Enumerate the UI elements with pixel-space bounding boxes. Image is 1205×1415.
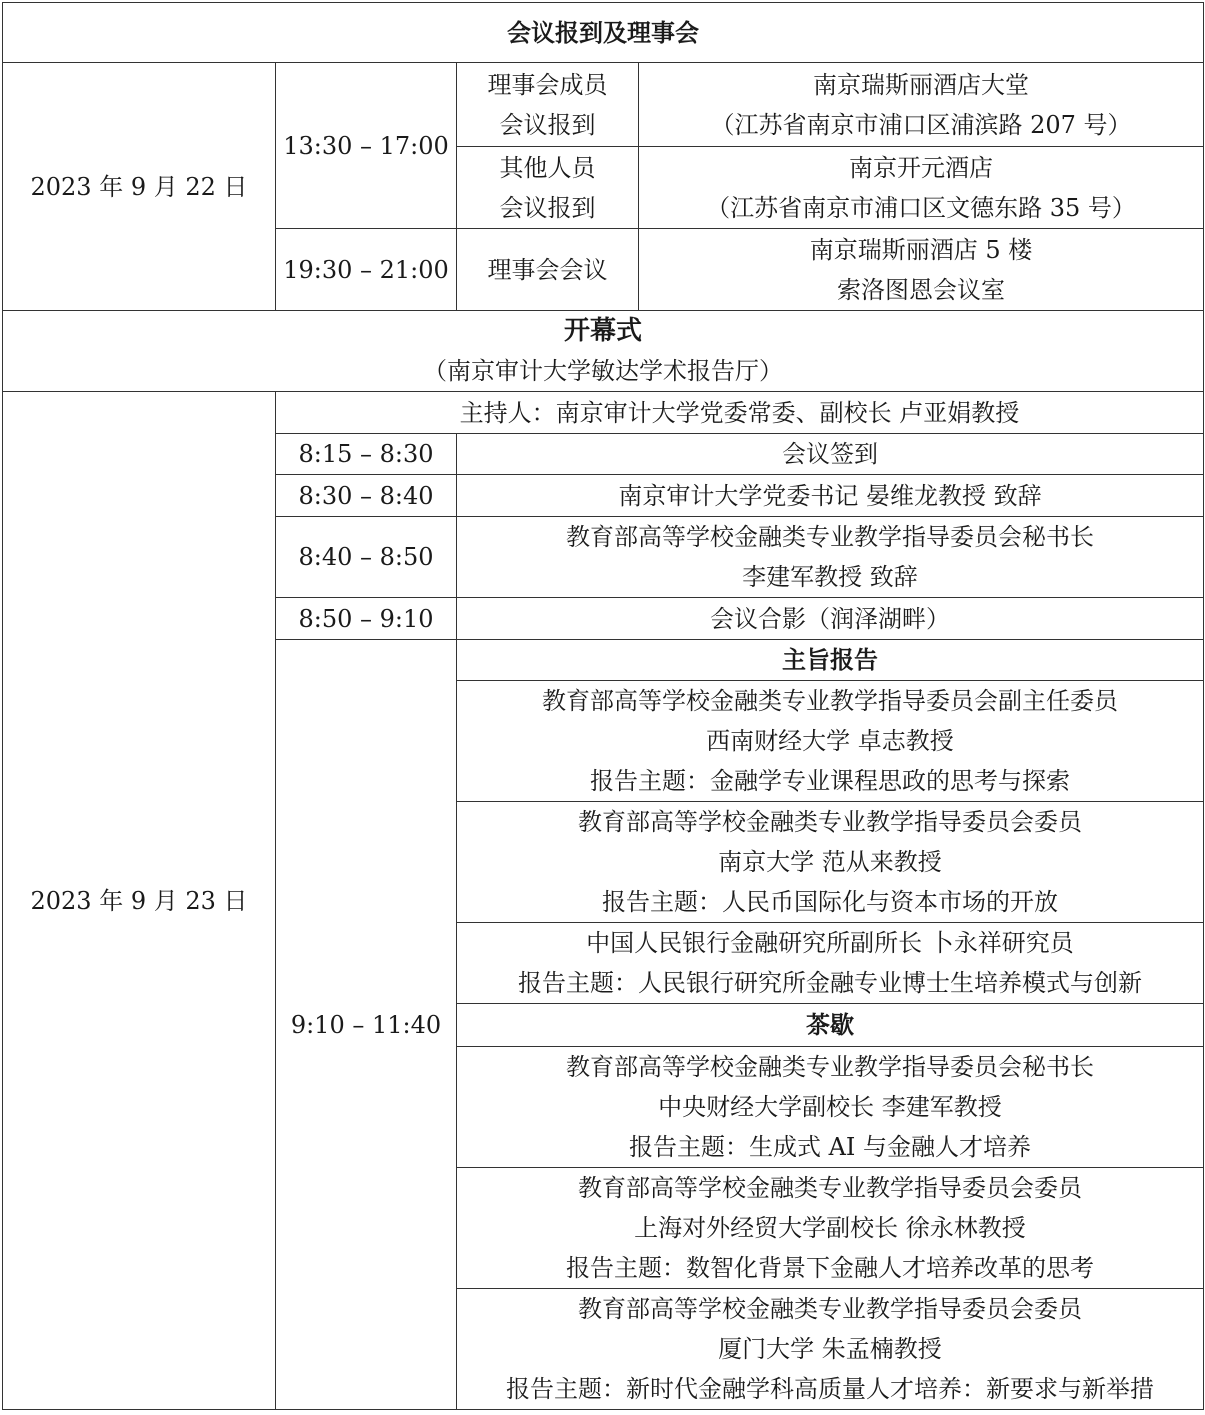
- talk-line: 教育部高等学校金融类专业教学指导委员会委员: [578, 808, 1082, 836]
- keynote-title: 主旨报告: [457, 640, 1204, 681]
- schedule-row: [3, 392, 1204, 434]
- date-cell-sep23: 2023 年 9 月 23 日: [3, 392, 276, 1410]
- time-cell: 13:30 – 17:00: [276, 63, 457, 229]
- time-cell: 19:30 – 21:00: [276, 229, 457, 311]
- talk-line: 教育部高等学校金融类专业教学指导委员会秘书长: [566, 1053, 1094, 1081]
- talk-line: 报告主题：人民币国际化与资本市场的开放: [602, 888, 1058, 916]
- talk-line: 教育部高等学校金融类专业教学指导委员会委员: [578, 1174, 1082, 1202]
- activity-cell: [457, 229, 639, 311]
- agenda-line: 教育部高等学校金融类专业教学指导委员会秘书长: [566, 523, 1094, 551]
- schedule-row: [3, 63, 1204, 147]
- talk-cell: [457, 923, 1204, 1004]
- talk-cell: [457, 1289, 1204, 1410]
- agenda-cell: 会议合影（润泽湖畔）: [457, 598, 1204, 640]
- talk-line: 上海对外经贸大学副校长 徐永林教授: [634, 1214, 1026, 1242]
- location-cell: [639, 229, 1204, 311]
- talk-cell: [457, 1168, 1204, 1289]
- talk-cell: [457, 802, 1204, 923]
- date-cell-sep22: 2023 年 9 月 22 日: [3, 63, 276, 311]
- section-title-registration: 会议报到及理事会: [3, 3, 1204, 63]
- talk-line: 南京大学 范从来教授: [718, 848, 942, 876]
- schedule-table: [2, 2, 1204, 1410]
- activity-line: 其他人员: [499, 153, 596, 182]
- talk-line: 报告主题：数智化背景下金融人才培养改革的思考: [566, 1254, 1094, 1282]
- time-cell: 8:30 – 8:40: [276, 475, 457, 517]
- talk-line: 报告主题：新时代金融学科高质量人才培养：新要求与新举措: [506, 1375, 1154, 1403]
- location-cell: [639, 147, 1204, 229]
- time-cell: 8:40 – 8:50: [276, 517, 457, 598]
- talk-cell: [457, 681, 1204, 802]
- agenda-cell: 南京审计大学党委书记 晏维龙教授 致辞: [457, 475, 1204, 517]
- activity-line: 会议报到: [499, 193, 596, 222]
- time-cell: 9:10 – 11:40: [276, 640, 457, 1410]
- talk-line: 教育部高等学校金融类专业教学指导委员会委员: [578, 1295, 1082, 1323]
- agenda-line: 李建军教授 致辞: [742, 563, 918, 591]
- host-cell: 主持人：南京审计大学党委常委、副校长 卢亚娟教授: [276, 392, 1204, 434]
- talk-line: 西南财经大学 卓志教授: [706, 727, 954, 755]
- location-line: （江苏省南京市浦口区文德东路 35 号）: [706, 193, 1136, 222]
- location-line: 索洛图恩会议室: [837, 275, 1005, 304]
- talk-line: 厦门大学 朱孟楠教授: [718, 1335, 942, 1363]
- location-line: 南京瑞斯丽酒店大堂: [813, 70, 1029, 99]
- section-title-opening: [3, 311, 1204, 392]
- activity-cell: [457, 63, 639, 147]
- location-line: （江苏省南京市浦口区浦滨路 207 号）: [710, 110, 1132, 139]
- activity-line: 会议报到: [499, 110, 596, 139]
- talk-line: 中央财经大学副校长 李建军教授: [658, 1093, 1002, 1121]
- location-line: 南京开元酒店: [849, 153, 993, 182]
- talk-line: 报告主题：金融学专业课程思政的思考与探索: [590, 767, 1070, 795]
- opening-title: 开幕式: [563, 316, 642, 346]
- activity-line: 理事会会议: [487, 255, 608, 284]
- agenda-cell: 会议签到: [457, 434, 1204, 475]
- time-cell: 8:50 – 9:10: [276, 598, 457, 640]
- talk-line: 中国人民银行金融研究所副所长 卜永祥研究员: [586, 929, 1074, 957]
- location-line: 南京瑞斯丽酒店 5 楼: [809, 235, 1033, 264]
- tea-break-label: 茶歇: [457, 1004, 1204, 1047]
- time-cell: 8:15 – 8:30: [276, 434, 457, 475]
- activity-cell: [457, 147, 639, 229]
- agenda-cell: [457, 517, 1204, 598]
- section-header-row: [3, 311, 1204, 392]
- section-header-row: [3, 3, 1204, 63]
- talk-cell: [457, 1047, 1204, 1168]
- opening-venue: （南京审计大学敏达学术报告厅）: [423, 357, 783, 385]
- talk-line: 教育部高等学校金融类专业教学指导委员会副主任委员: [542, 687, 1118, 715]
- activity-line: 理事会成员: [487, 70, 608, 99]
- talk-line: 报告主题：人民银行研究所金融专业博士生培养模式与创新: [518, 969, 1142, 997]
- talk-line: 报告主题：生成式 AI 与金融人才培养: [628, 1133, 1032, 1161]
- location-cell: [639, 63, 1204, 147]
